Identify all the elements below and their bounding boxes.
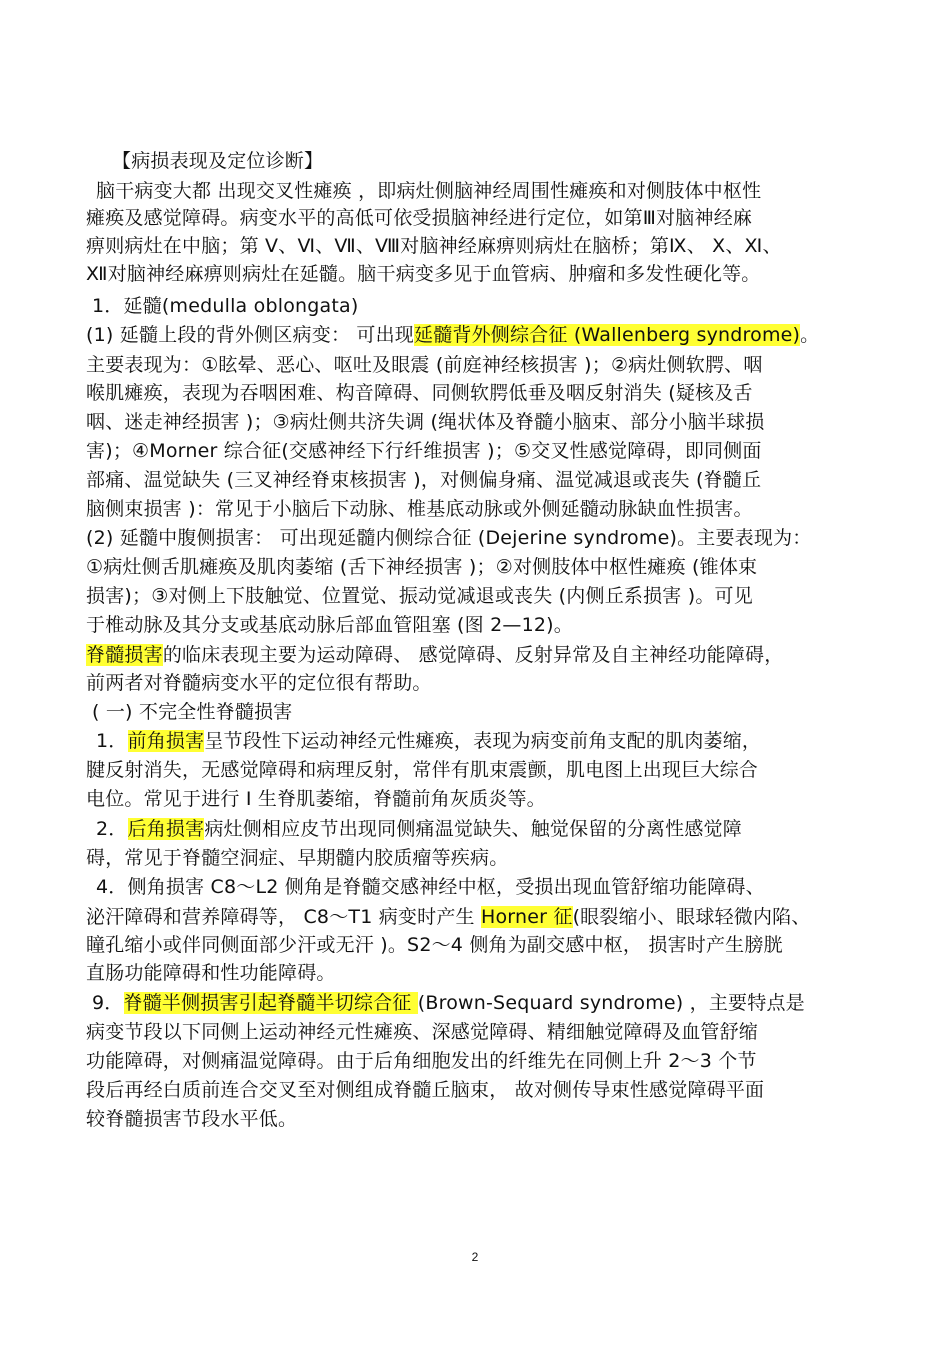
- paragraph-line: (2) 延髓中腹侧损害： 可出现延髓内侧综合征 (Dejerine syndrome)。主要表现为：: [86, 527, 812, 549]
- line-text: 泌汗障碍和营养障碍等， C8～T1 病变时产生: [86, 906, 481, 928]
- highlighted-term: 后角损害: [127, 818, 205, 840]
- paragraph-line: 瘫痪及感觉障碍。病变水平的高低可依受损脑神经进行定位，如第Ⅲ对脑神经麻: [86, 207, 753, 229]
- line-text: 。: [800, 324, 820, 346]
- paragraph-line: 直肠功能障碍和性功能障碍。: [86, 962, 336, 984]
- line-text: 9．: [92, 992, 124, 1014]
- section-heading: 【病损表现及定位诊断】: [112, 150, 324, 172]
- paragraph-line: 痹则病灶在中脑；第 Ⅴ、Ⅵ、Ⅶ、Ⅷ对脑神经麻痹则病灶在脑桥；第Ⅸ、 Ⅹ、Ⅺ、: [86, 235, 782, 257]
- paragraph-line: 脑干病变大都 出现交叉性瘫痪 ，即病灶侧脑神经周围性瘫痪和对侧肢体中枢性: [96, 180, 762, 202]
- paragraph-line: ①病灶侧舌肌瘫痪及肌肉萎缩 (舌下神经损害 )；②对侧肢体中枢性瘫痪 (锥体束: [86, 556, 758, 578]
- paragraph-line: 碍，常见于脊髓空洞症、早期髓内胶质瘤等疾病。: [86, 847, 509, 869]
- line-text: 的临床表现主要为运动障碍、 感觉障碍、反射异常及自主神经功能障碍，: [162, 644, 784, 666]
- paragraph-line: 咽、迷走神经损害 )；③病灶侧共济失调 (绳状体及脊髓小脑束、部分小脑半球损: [86, 411, 765, 433]
- paragraph-line: [86, 320, 876, 350]
- highlighted-term: 脊髓损害: [86, 644, 163, 666]
- paragraph-line: 电位。常见于进行 Ⅰ 生脊肌萎缩，脊髓前角灰质炎等。: [86, 788, 546, 810]
- line-text: 呈节段性下运动神经元性瘫痪，表现为病变前角支配的肌肉萎缩，: [204, 730, 762, 752]
- paragraph-line: 主要表现为：①眩晕、恶心、呕吐及眼震 (前庭神经核损害 )；②病灶侧软腭、咽: [86, 354, 763, 376]
- page-number: 2: [471, 1250, 479, 1264]
- line-text: (1) 延髓上段的背外侧区病变： 可出现: [86, 324, 414, 346]
- highlighted-term: 前角损害: [127, 730, 205, 752]
- paragraph-line: 病变节段以下同侧上运动神经元性瘫痪、深感觉障碍、精细触觉障碍及血管舒缩: [86, 1021, 759, 1043]
- paragraph-line: 损害)；③对侧上下肢触觉、位置觉、振动觉减退或丧失 (内侧丘系损害 )。可见: [86, 585, 753, 607]
- highlighted-term: 脊髓半侧损害引起脊髓半切综合征: [123, 992, 418, 1014]
- paragraph-line: 喉肌瘫痪，表现为吞咽困难、构音障碍、同侧软腭低垂及咽反射消失 (疑核及舌: [86, 382, 753, 404]
- paragraph-line: 段后再经白质前连合交叉至对侧组成脊髓丘脑束， 故对侧传导束性感觉障碍平面: [86, 1079, 765, 1101]
- paragraph-line: [96, 726, 886, 756]
- paragraph-line: [96, 814, 886, 844]
- paragraph-line: 部痛、温觉缺失 (三叉神经脊束核损害 )，对侧偏身痛、温觉减退或丧失 (脊髓丘: [86, 469, 762, 491]
- paragraph-line: 于椎动脉及其分支或基底动脉后部血管阻塞 (图 2—12)。: [86, 614, 573, 636]
- highlighted-term: Horner 征: [480, 906, 573, 928]
- paragraph-line: 害)；④Morner 综合征(交感神经下行纤维损害 )；⑤交叉性感觉障碍，即同侧面: [86, 440, 762, 462]
- subsection-heading: ( 一) 不完全性脊髓损害: [92, 701, 293, 723]
- paragraph-line: 腱反射消失，无感觉障碍和病理反射，常伴有肌束震颤，肌电图上出现巨大综合: [86, 759, 759, 781]
- line-text: 病灶侧相应皮节出现同侧痛温觉缺失、触觉保留的分离性感觉障: [204, 818, 742, 840]
- line-text: (Brown-Sequard syndrome) ，主要特点是: [417, 992, 805, 1014]
- paragraph-line: 脑侧束损害 )：常见于小脑后下动脉、椎基底动脉或外侧延髓动脉缺血性损害。: [86, 498, 753, 520]
- paragraph-line: 4．侧角损害 C8～L2 侧角是脊髓交感神经中枢，受损出现血管舒缩功能障碍、: [96, 876, 765, 898]
- line-text: (眼裂缩小、眼球轻微内陷、: [572, 906, 811, 928]
- paragraph-line: 前两者对脊髓病变水平的定位很有帮助。: [86, 672, 432, 694]
- paragraph-line: [86, 640, 876, 670]
- paragraph-line: 功能障碍，对侧痛温觉障碍。由于后角细胞发出的纤维先在同侧上升 2～3 个节: [86, 1050, 757, 1072]
- paragraph-line: [92, 988, 882, 1018]
- line-text: 2．: [96, 818, 128, 840]
- line-text: 1．: [96, 730, 128, 752]
- highlighted-term: 延髓背外侧综合征 (Wallenberg syndrome): [414, 324, 801, 346]
- subsection-heading: 1．延髓(medulla oblongata): [92, 295, 359, 317]
- paragraph-line: 较脊髓损害节段水平低。: [86, 1108, 298, 1130]
- paragraph-line: 瞳孔缩小或伴同侧面部少汗或无汗 )。S2～4 侧角为副交感中枢， 损害时产生膀胱: [86, 934, 783, 956]
- paragraph-line: Ⅻ对脑神经麻痹则病灶在延髓。脑干病变多见于血管病、肿瘤和多发性硬化等。: [86, 263, 761, 285]
- paragraph-line: [86, 902, 876, 932]
